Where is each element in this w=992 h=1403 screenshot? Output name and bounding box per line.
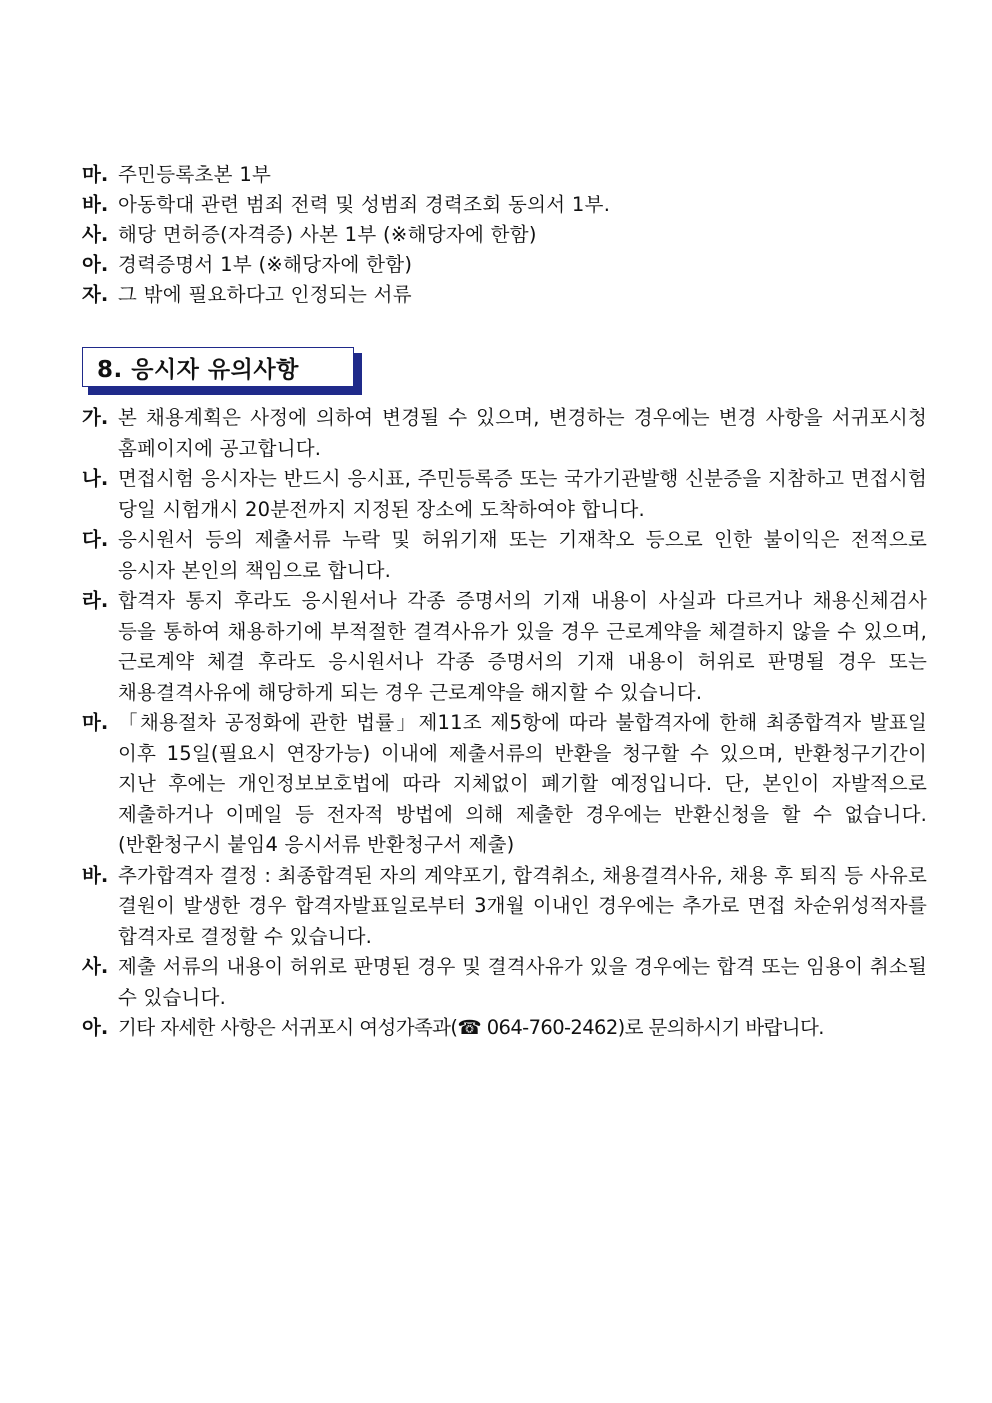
- list-item: [82, 160, 927, 190]
- item-marker: 아.: [82, 253, 109, 276]
- item-text: 응시원서 등의 제출서류 누락 및 허위기재 또는 기재착오 등으로 인한 불이익은 전적으로 응시자 본인의 책임으로 합니다.: [118, 528, 927, 582]
- item-text: 면접시험 응시자는 반드시 응시표, 주민등록증 또는 국가기관발행 신분증을 지참하고 면접시험 당일 시험개시 20분전까지 지정된 장소에 도착하여야 합니다.: [118, 467, 927, 521]
- section-heading-title: 8. 응시자 유의사항: [82, 347, 354, 387]
- item-marker: 아.: [82, 1016, 109, 1039]
- item-marker: 바.: [82, 863, 109, 887]
- item-text: 제출 서류의 내용이 허위로 판명된 경우 및 결격사유가 있을 경우에는 합격 또는 임용이 취소될 수 있습니다.: [118, 955, 927, 1009]
- item-text: 「채용절차 공정화에 관한 법률」제11조 제5항에 따라 불합격자에 한해 최종합격자 발표일 이후 15일(필요시 연장가능) 이내에 제출서류의 반환을 청구할 수 있으며, 반환청구기간이 지난 후에는 개인정보보호법에 따라 지체없이 폐기할 예정입니다. 단, 본인이 자발적으로 제출하거나 이메일 등 전자적 방법에 의해 제출한 경우에는 반환신청을 할 수 없습니다. (반환청구시 붙임4 응시서류 반환청구서 제출): [118, 711, 927, 856]
- list-item: [82, 708, 927, 861]
- item-marker: 사.: [82, 955, 109, 978]
- list-item: [82, 280, 927, 310]
- list-item: [82, 952, 927, 1013]
- item-text: 합격자 통지 후라도 응시원서나 각종 증명서의 기재 내용이 사실과 다르거나 채용신체검사 등을 통하여 채용하기에 부적절한 결격사유가 있을 경우 근로계약을 체결하지 않을 수 있으며, 근로계약 체결 후라도 응시원서나 각종 증명서의 기재 내용이 허위로 판명될 경우 또는 채용결격사유에 해당하게 되는 경우 근로계약을 해지할 수 있습니다.: [118, 589, 927, 704]
- applicant-notes-list: [82, 403, 927, 1044]
- item-text: 본 채용계획은 사정에 의하여 변경될 수 있으며, 변경하는 경우에는 변경 사항을 서귀포시청 홈페이지에 공고합니다.: [118, 406, 927, 460]
- list-item: [82, 861, 927, 953]
- item-marker: 마.: [82, 711, 109, 734]
- contact-info-text: 기타 자세한 사항은 서귀포시 여성가족과(☎ 064-760-2462)로 문의하시기 바랍니다.: [118, 1016, 824, 1039]
- list-item: [82, 250, 927, 280]
- item-text: 해당 면허증(자격증) 사본 1부 (※해당자에 한함): [118, 223, 537, 246]
- item-text: 주민등록초본 1부: [118, 163, 272, 186]
- required-documents-list: [82, 160, 927, 310]
- item-marker: 라.: [82, 589, 109, 612]
- list-item: [82, 525, 927, 586]
- list-item: [82, 586, 927, 708]
- list-item: [82, 220, 927, 250]
- item-text: 그 밖에 필요하다고 인정되는 서류: [118, 283, 412, 306]
- item-marker: 자.: [82, 283, 109, 306]
- item-marker: 마.: [82, 163, 109, 186]
- item-text: 추가합격자 결정 : 최종합격된 자의 계약포기, 합격취소, 채용결격사유, 채용 후 퇴직 등 사유로 결원이 발생한 경우 합격자발표일로부터 3개월 이내인 경우에는 추가로 면접 차순위성적자를 합격자로 결정할 수 있습니다.: [118, 863, 927, 948]
- section-heading: [82, 347, 364, 397]
- item-marker: 사.: [82, 223, 109, 246]
- list-item: [82, 190, 927, 220]
- item-marker: 가.: [82, 406, 109, 429]
- list-item: [82, 464, 927, 525]
- item-marker: 바.: [82, 193, 109, 216]
- item-text: 아동학대 관련 범죄 전력 및 성범죄 경력조회 동의서 1부.: [118, 193, 611, 216]
- list-item: [82, 403, 927, 464]
- item-text: 경력증명서 1부 (※해당자에 한함): [118, 253, 413, 276]
- list-item: [82, 1013, 927, 1044]
- item-marker: 나.: [82, 467, 109, 490]
- item-marker: 다.: [82, 528, 109, 551]
